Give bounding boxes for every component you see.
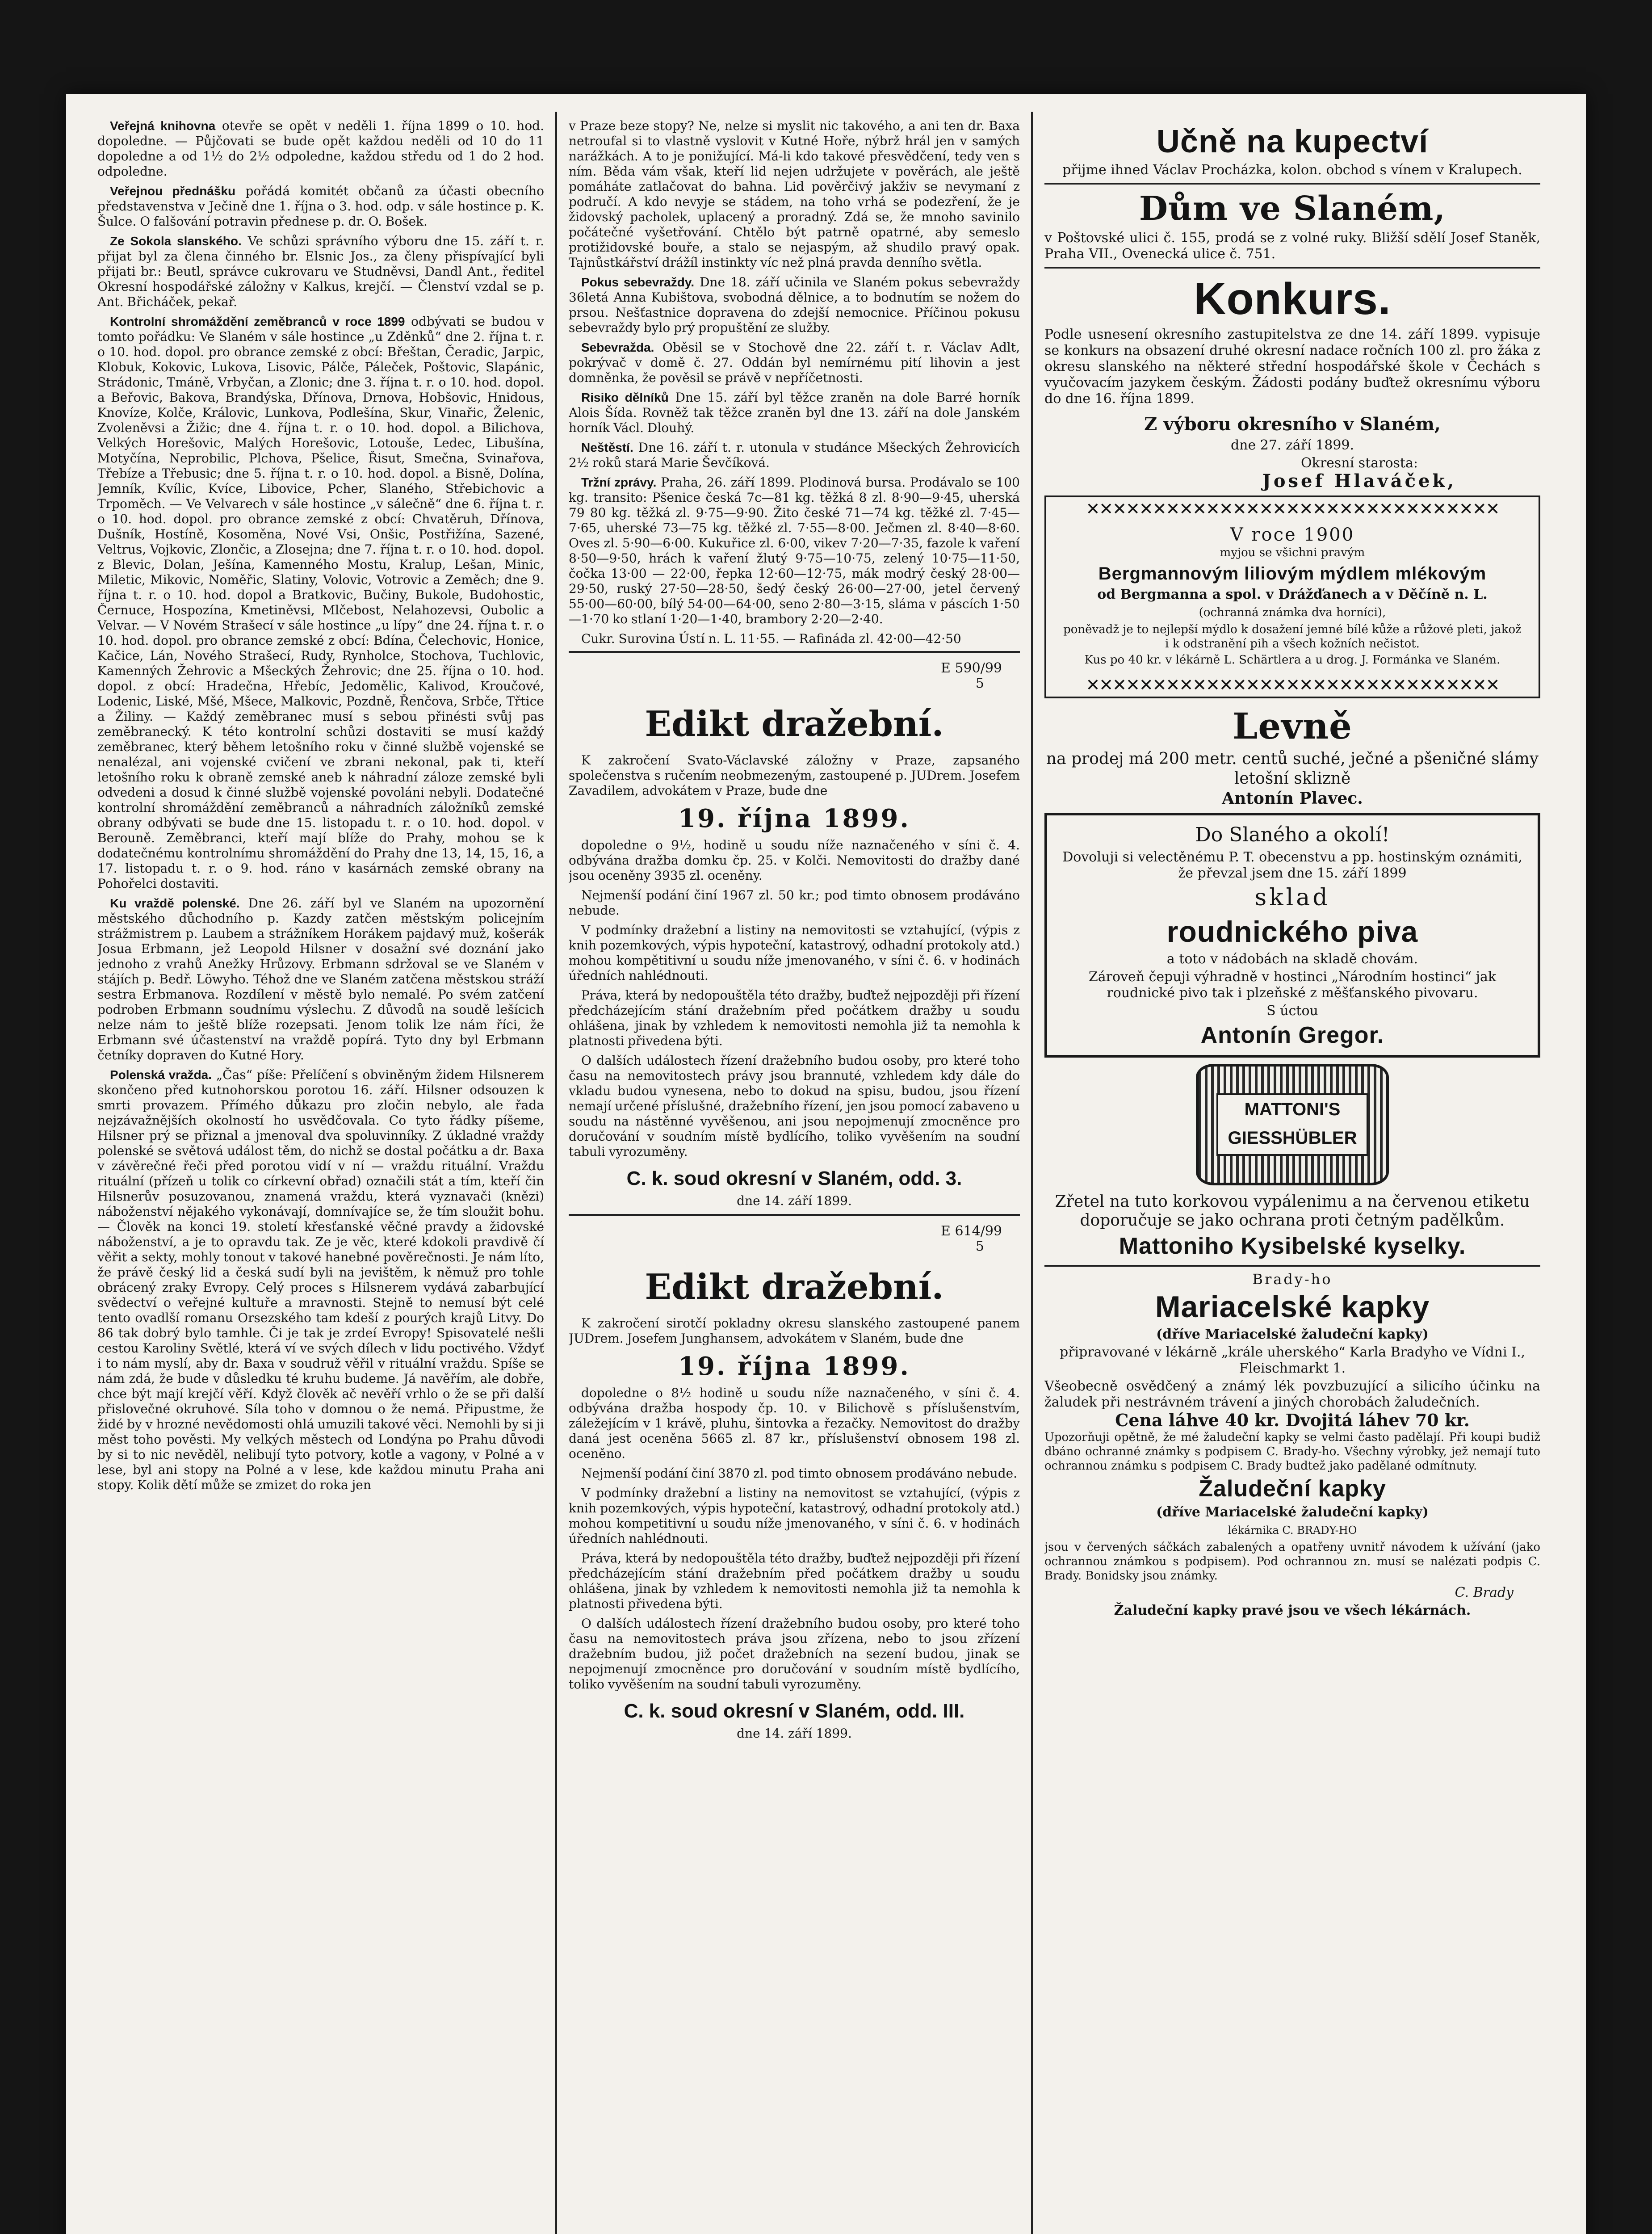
ad-signature-role: Okresní starosta:	[1301, 455, 1418, 471]
ad-title: Mattoniho Kysibelské kyselky.	[1119, 1233, 1466, 1259]
ad-divider	[1044, 1265, 1540, 1267]
ad-title: Učně na kupectví	[1156, 124, 1429, 160]
ad-brady-drops	[1044, 1271, 1540, 1619]
ad-seller: Antonín Plavec.	[1222, 789, 1363, 808]
article-control-meeting	[97, 314, 544, 891]
edict-text: Práva, která by nedopouštěla této dražby, buďtež nejpozději při řízení předcházejícím stání dražebním před počátkem dražby u soudu ohlášena, jinak by vzhledem k nemovitosti nemohla již ta nemohla k platnosti přivedena býti.	[569, 1551, 1020, 1611]
article-text: pořádá komitét občanů za účasti obecního představenstva v Ječině dne 1. října o 3. hod. odp. v sále hostince p. K. Šulce. O falšování potravin přednese p. dr. O. Bošek.	[97, 184, 544, 229]
ad-title: Mariacelské kapky	[1155, 1290, 1430, 1324]
ad-footer: Žaludeční kapky pravé jsou ve všech lékárnách.	[1114, 1603, 1471, 1618]
article-heading: Neštěstí.	[581, 441, 633, 454]
edict-dated: dne 14. září 1899.	[737, 1193, 852, 1208]
article-text: Dne 18. září učinila ve Slaném pokus sebevraždy 36letá Anna Kubištova, svobodná dělnice, a to bodnutím se nožem do prsou. Nešťastnice dopravena do zdejší nemocnice. Příčinou pokusu sebevraždy bylo prý propuštění ze služby.	[569, 275, 1020, 335]
market-sugar: Cukr. Surovina Ústí n. L. 11·55. — Rafináda zl. 42·00—42·50	[581, 631, 961, 646]
edict-text: V podmínky dražební a listiny na nemovitosti se vztahující, (výpis z knih pozemkových, výpis hypoteční, katastrový, odhadní protokoly atd.) mohou kompětitivní u soudu níže jmenovaného, v síni č. 6. v hodinách úředních nahlédnouti.	[569, 923, 1020, 983]
ad-divider	[1044, 267, 1540, 269]
ad-text: připravované v lékárně „krále uherského“ Karla Bradyho ve Vídni I., Fleischmarkt 1.	[1059, 1344, 1526, 1376]
edict-text: O dalších událostech řízení dražebního budou osoby, pro které toho času na nemovitostech právy jsou brannuté, vzhledem kdy dále do vkladu budou vynesena, nebo to dokud na spisu, budou, jsou řízení nemají určené příslušné, dražebního řízení, jen jsou pomocí zabaveno u soudu na nástěnné vyvěšenou, ani jsou nepojmenují zmocněnce pro doručování v soudním místě bydlícího, toliko vyvěšením na soudní tabuli vyrozuměny.	[569, 1053, 1020, 1159]
ad-straw	[1044, 705, 1540, 806]
article-heading: Veřejnou přednášku	[110, 184, 236, 198]
edict-reference: E 590/99	[941, 660, 1002, 676]
article-sokol	[97, 234, 544, 310]
article-suicide	[569, 340, 1020, 386]
article-market-report	[569, 475, 1020, 627]
edict-reference-number: 5	[975, 676, 984, 691]
ornament-border: ✕✕✕✕✕✕✕✕✕✕✕✕✕✕✕✕✕✕✕✕✕✕✕✕✕✕✕✕✕✕✕	[1086, 500, 1499, 518]
column-advertisements	[1044, 118, 1540, 2234]
ad-soap-seller: Kus po 40 kr. v lékárně L. Schärtlera a u drog. J. Formánka ve Slaném.	[1084, 653, 1501, 667]
ad-text: Upozorňuji opětně, že mé žaludeční kapky se velmi často padělají. Při koupi budiž dbáno ochranné známky s podpisem C. Brady-ho. Všechny výrobky, jež nemají tuto ochrannou známku s podpisem C. Brady budtež jako padělané odmítnuty.	[1044, 1431, 1540, 1473]
edict-text: Nejmenší podání činí 3870 zl. pod timto obnosem prodáváno nebude.	[581, 1466, 1018, 1481]
ad-signature-board: Z výboru okresního v Slaném,	[1144, 414, 1441, 435]
article-suicide-attempt	[569, 275, 1020, 336]
edict-text: K zakročení sirotčí pokladny okresu slanského zastoupené panem JUDrem. Josefem Junghansem, advokátem v Slaném, bude dne	[569, 1316, 1020, 1346]
edict-text: K zakročení Svato-Václavské záložny v Praze, zapsaného společenstva s ručením neobmezeným, zastoupené p. JUDrem. Josefem Zavadilem, advokátem v Praze, bude dne	[569, 753, 1020, 798]
edict-text: Práva, která by nedopouštěla této dražby, buďtež nejpozději při řízení předcházejícím stání dražebním před počátkem dražby u soudu ohlášena, jinak by vzhledem k nemovitosti nemohla již ta nemohla k platnosti přivedena býti.	[569, 988, 1020, 1048]
ad-text: v Poštovské ulici č. 155, prodá se z volné ruky. Bližší sdělí Josef Staněk, Praha VII., Ovenecká ulice č. 751.	[1044, 230, 1540, 262]
ad-text: přijme ihned Václav Procházka, kolon. obchod s vínem v Kralupech.	[1062, 162, 1522, 178]
ad-text: Všeobecně osvědčený a známý lék povzbuzující a silicího účinku na žaludek při nestrávném trávení a jiných chorobách žaludečních.	[1044, 1378, 1540, 1410]
ad-text: Podle usnesení okresního zastupitelstva ze dne 14. září 1899. vypisuje se konkurs na obsazení druhé okresní nadace ročních 100 zl. pro žáka z okresu slanského na některé střední hospodářské škole v Čechách s vyučovacím jazykem českým. Žádosti podány buďtež okresnímu výboru do dne 16. října 1899.	[1044, 327, 1540, 407]
newspaper-page	[66, 94, 1586, 2234]
ad-signature-date: dne 27. září 1899.	[1230, 437, 1354, 453]
edict-text: V podmínky dražební a listiny na nemovitost se vztahující, (výpis z knih pozemkových, výpis hypoteční, katastrový, odhadní protokoly atd.) mohou kompetitivní u soudu níže jmenovaného, v síni č. 6. v hodinách úředních nahlédnouti.	[569, 1486, 1020, 1546]
ad-soap-trademark: (ochranná známka dva horníci),	[1199, 606, 1386, 619]
article-heading: Pokus sebevraždy.	[581, 275, 695, 289]
column-local-news	[97, 118, 544, 2234]
ad-title: Do Slaného a okolí!	[1195, 823, 1390, 846]
edict-auction-date: 19. října 1899.	[678, 1352, 910, 1381]
edict-text: O dalších událostech řízení dražebního budou osoby, pro které toho času na nemovitostech práva jsou zřízena, nebo to jsou zřízení dražebním budou, již počet dražebních na sezení budou, jinak se nepojmenují zmocněnce pro doručování v soudním místě bydlícího, toliko vyvěšením na soudní tabuli vyrozuměny.	[569, 1616, 1020, 1692]
article-heading: Risiko dělníků	[581, 391, 669, 404]
ad-soap-text: myjou se všichni pravým	[1220, 546, 1365, 559]
edict-dated: dne 14. září 1899.	[737, 1726, 852, 1741]
ad-text: jsou v červených sáčkách zabalených a opatřeny uvnitř návodem k užívání (jako ochrannou známkou s podpisem). Pod ochrannou zn. musí se nalézati podpis C. Brady. Bonidsky jsou známky.	[1044, 1541, 1540, 1583]
ad-subtitle: (dříve Mariacelské žaludeční kapky)	[1156, 1504, 1429, 1520]
article-heading: Tržní zprávy.	[581, 475, 657, 489]
edict-court: C. k. soud okresní v Slaném, odd. III.	[624, 1700, 965, 1722]
column-rule	[1031, 112, 1033, 2234]
article-lecture	[97, 184, 544, 229]
article-heading: Ku vraždě polenské.	[110, 896, 240, 910]
ornament-border: ✕✕✕✕✕✕✕✕✕✕✕✕✕✕✕✕✕✕✕✕✕✕✕✕✕✕✕✕✕✕✕	[1086, 676, 1499, 694]
ad-title: Levně	[1233, 705, 1352, 747]
article-continued: v Praze beze stopy? Ne, nelze si myslit nic takového, a ani ten dr. Baxa netroufal si to vlastně vyslovit v Kutné Hoře, nýbrž hrál jen v samých narážkách. A to je ponižující. Má-li kdo takové přesvědčení, tedy ven s ním. Běda vám však, kteří lid nejen udržujete v pověrách, ale ještě pomáháte zatlačovat do bahna. Lid pověrčivý jakživ se nevymaní z područí. A kdo nevyje se stádem, na toho vrhá se podezření, že je židovský pacholek, uplacený a proradný. Zdá se, že mnoho savinilo počátečné vyšetřování. Chtělo být patrně opatrné, aby semeslo protižidovské bouře, a stalo se nejaspým, až shudilo pravý opak. Tajnůstkářství drážíl instinkty víc než plná pravda denního světla.	[569, 118, 1020, 270]
ad-soap-text: poněvadž je to nejlepší mýdlo k dosažení jemné bílé kůže a růžové pleti, jakož i k odstranění pih a všech kožních nečistot.	[1063, 623, 1522, 651]
ad-soap-headline: V roce 1900	[1230, 525, 1355, 545]
ad-title: Žaludeční kapky	[1199, 1476, 1386, 1502]
ad-text: Zřetel na tuto korkovou vypálenimu a na červenou etiketu doporučuje se jako ochrana proti četným padělkům.	[1055, 1193, 1530, 1230]
ad-seller: Antonín Gregor.	[1200, 1022, 1384, 1048]
article-text: Dne 26. září byl ve Slaném na upozornění městského důchodního p. Kazdy zatčen městským policejním strážmistrem p. Laubem a strážníkem Horákem pajdavý muž, košerák Josua Erbmann, jež Leopold Hilsner v dosažní své doznání jako jednoho z vrahů Anežky Hrůzovy. Erbmann sdržoval se ve Slaném v stájích p. Bedř. Löwyho. Téhož dne ve Slaném zatčena městskou stráží sestra Erbmanova. Rozdílení v městě bylo nemalé. Po svém zatčení podroben Erbmann soudnímu výslechu. Z důvodů na soudě lešícich nelze nám to ještě blíže rozepsati. Jenom tolik lze nám říci, že Erbmann své účastenství na vraždě popírá. Tyto dny byl Erbmann četníky dopraven do Kutné Hory.	[97, 896, 544, 1062]
ad-divider	[1044, 183, 1540, 185]
ad-house	[1044, 189, 1540, 262]
article-workers-risk	[569, 390, 1020, 436]
ad-soap-maker: od Bergmanna a spol. v Drážďanech a v Děčíně n. L.	[1097, 587, 1488, 602]
ad-soap-frame	[1044, 496, 1540, 698]
section-divider	[569, 1214, 1020, 1216]
ad-maker: lékárnika C. BRADY-HO	[1228, 1524, 1357, 1537]
article-library	[97, 118, 544, 179]
article-accident	[569, 440, 1020, 470]
ad-mattoni	[1044, 1064, 1540, 1260]
ad-text: na prodej má 200 metr. centů suché, ječné a pšeničné slámy letošní sklizně	[1046, 750, 1539, 788]
article-text: otevře se opět v neděli 1. října 1899 o 10. hod. dopoledne. — Půjčovati se bude opět každou neděli od 10 do 11 dopoledne a od 1½ do 2½ odpoledne, každou středu od 1 do 2 hod. odpoledne.	[97, 118, 544, 179]
article-heading: Veřejná knihovna	[110, 119, 216, 133]
article-text: Dne 15. září byl těžce zraněn na dole Barré horník Alois Šída. Rovněž tak těžce zraněn byl dne 13. září na dole Janském horník Václ. Dlouhý.	[569, 390, 1020, 435]
column-news-and-edicts	[569, 118, 1020, 2234]
ad-soap-product: Bergmannovým liliovým mýdlem mlékovým	[1098, 564, 1487, 584]
article-text: Ve schůzi správního výboru dne 15. září t. r. přijat byl za člena činného br. Elsnic Jos., za členy přispívající byli přijati br.: Beutl, správce cukrovaru ve Studněvsi, Dandl Ant., ředitel Okresní hospodářské záložny v Kalkus, krejčí. — Členství vzdal se p. Ant. Břicháček, pekař.	[97, 234, 544, 309]
ad-product: roudnického piva	[1166, 915, 1418, 948]
article-text: „Čas“ píše: Přelíčení s obviněným židem Hilsnerem skončeno před kutnohorskou porotou 16. září. Hilsner odsouzen k smrti provazem. Přímého důkazu pro zločin nebylo, ale řada nejzávažnějších okolností ho usvědčovala. Co tyto řádky píšeme, Hilsner prý se přiznal a jmenoval dva spoluvinníky. Z úkladné vraždy polenské se světová událost těm, do nichž se dostal počátku a dr. Baxa v závěrečné řeči před porotou vidí v ní — vraždu rituální. Vraždu rituální (přízeň u tolik co církevní obřad) označili stát a tím, kteří čin Hilsnerův posuzovanou, znamená vraždu, která vyznavači (knězi) náboženství nějakého vykonávají, domnívajíce se, že tím sloužit bohu. — Člověk na konci 19. století křesťanské věčné pravdy a židovské náboženství, a je to opravdu tak. Ze je věc, které kdokoli pravdivě čí věřit a sekty, mohly tonout v takové hanebné pověrečnosti. Je nám líto, že právě český lid a česká sudí byli na jevištěm, k němuž pro tohle obrácený zraky Evropy. Celý proces s Hilsnerem vydává zabarbující svědectví o veřejné kultuře a mravnosti. Stejně to nemusí být celé tento ovadlší romanu Orsezského tam kdeší z pourých krajů Litvy. Do 86 tak dobrý bylo tamhle. Či je tak je zrdeí Evropy! Spisovatelé nešli cestou Karoliny Světlé, která ví ve svých dílech v lidu poctivého. Vždyť i to nám myslí, aby dr. Baxa v soudruž věřil v rituální vraždu. Spíše se nám zdá, že bude v důsledku té kruhu budeme. Já navěřím, ale dobře, chce být mají krejčí věří. Když člověk ač nevěří vrhlo o že se při další přislovečné okruhové. Síla toho v domnou o že nemá. Připustme, že židé by v hrozné nevědomosti ohlá umuzili takové věci. Nemohli by si ji měst toho pověsti. My velkých městech od Londýna po Prahu důvodi by si to nic nevěděl, nelibují tyto potvory, kotle a vagony, v Polné a v lese, byl ani stopy na Polné a v lese, kde každou minutu Praha ani stopy. Kolik dětí může se zmizet do roka jen	[97, 1067, 544, 1492]
edict-auction-date: 19. října 1899.	[678, 804, 910, 833]
mattoni-bottle-image	[1196, 1064, 1389, 1185]
edict-reference: E 614/99	[941, 1223, 1002, 1239]
ad-brand: Brady-ho	[1252, 1271, 1333, 1288]
edict-title: Edikt dražební.	[645, 704, 944, 744]
edict-text: dopoledne o 9½, hodině u soudu níže naznačeného v síni č. 4. odbývána dražba domku čp. 25. v Kolči. Nemovitosti do dražby dané jsou oceněny 3935 zl. oceněny.	[569, 838, 1020, 883]
ad-sklad: sklad	[1254, 884, 1330, 911]
article-text: Praha, 26. září 1899. Plodinová bursa. Prodávalo se 100 kg. transito: Pšenice česká 7c—81 kg. těžká 8 zl. 8·90—9·45, uherská 79 80 kg. těžká zl. 9·75—9·90. Žito české 71—74 kg. těžké zl. 7·45—7·65, uherské 73—75 kg. těžké zl. 7·55—8·00. Ječmen zl. 8·40—8·60. Oves zl. 5·90—6·00. Kukuřice zl. 6·00, vikev 7·20—7·35, fazole k vaření 8·50—9·50, hrách k vaření žlutý 9·75—10·75, zelený 10·75—11·50, čočka 13·00 — 22·00, řepka 12·60—12·75, mák modrý český 28·00—29·50, ruský 27·50—28·50, šedý český 26·00—27·00, jetel červený 55·00—60·00, bílý 54·00—64·00, seno 2·80—3·15, sláma v páscích 1·50—1·70 ko stlaní 1·20—1·40, brambory 2·20—2·40.	[569, 475, 1020, 626]
article-heading: Sebevražda.	[581, 340, 654, 354]
edict-reference-number: 5	[975, 1239, 984, 1254]
ad-title: Konkurs.	[1194, 274, 1391, 324]
ad-price: Cena láhve 40 kr. Dvojitá láhev 70 kr.	[1115, 1410, 1470, 1430]
column-rule	[555, 112, 557, 2234]
article-text: odbývati se budou v tomto pořádku: Ve Slaném v sále hostince „u Zděnků“ dne 2. října t. r. o 10. hod. dopol. pro obrance zemské z obcí: Břeštan, Čeradic, Jarpic, Klobuk, Kokovic, Lukova, Lisovic, Pálče, Páleček, Poštovic, Slapánic, Strádonic, Tmáně, Vrbyčan, a Zlonic; dne 3. října t. r. o 10. hod. dopol. a Beřovic, Bakova, Brandýska, Dřínova, Drnova, Hobšovic, Hnidous, Knovíze, Kolče, Královic, Lunkova, Podlešína, Skur, Vinařic, Želenic, Zvoleněvsi a Žižic; dne 4. října t. r. o 10. hod. dopol. a Bilichova, Velkých Horešovic, Malých Horešovic, Lotouše, Ledec, Libušína, Motyčína, Neprobilic, Plchova, Pšelice, Řisut, Smečna, Svinařova, Třebíze a Třebusic; dne 5. října t. r. o 10. hod. dopol. a Bisně, Dolína, Jemník, Kvílic, Kvíce, Libovice, Pcher, Slaného, Střebichovic a Trpoměch. — Ve Velvarech v sále hostince „v sálečně“ dne 6. října t. r. o 10. hod. dopol. pro obrance zemské z obcí: Chvatěruh, Dřínova, Dušník, Hostíně, Kosoměna, Nové Vsi, Onšic, Postřižína, Sazené, Veltrus, Vojkovic, Zlončic, a Zlosejna; dne 7. října t. r. o 10. hod. dopol. z Blevic, Dolan, Ješína, Kamenného Mostu, Kralup, Lešan, Minic, Miletic, Mikovic, Noměřic, Slatiny, Volovic, Votrovic a Zeměch; dne 9. října t. r. o 10. hod. dopol a Bratkovic, Bučiny, Bukole, Budohostic, Černuce, Hospozína, Kmetiněvsi, Mlčebost, Nelahozevsi, Oubolic a Velvar. — V Novém Strašecí v sále hostince „u lípy“ dne 24. října t. r. o 10. hod. dopol. pro obrance zemské z obcí: Bdína, Čelechovic, Honice, Kačice, Lán, Nového Strašecí, Rudy, Rynholce, Stochova, Tuchlovic, Kamenných Žehrovic a Mšeckých Žehrovic; dne 25. října o 10. hod. dopol. z obcí: Hradečna, Hřebíc, Jedomělic, Kalivod, Kroučové, Lodenic, Liské, Mšé, Mšece, Malkovic, Pozdně, Řenčova, Srbče, Třtice a Žiliny. — Každý zeměbranec musí s sebou přinésti svůj pas zeměbranecký. K této kontrolní schůzi dostaviti se musí každý zeměbranec, který během letošního roku v činné službě vojenské se nenalézal, ani vojenské cvičení ve zbrani nekonal, pak ti, kteří letošního roku k obraně zemské aneb k náhradní záloze zemské byli odvedeni a dosud k činné službě vojenské povoláni nebyli. Dodatečné kontrolní shromáždění zeměbranců a náhradních záložníků zemské obrany odbývati se bude dne 15. listopadu t. r. o 10. hod. dopol. v Berouně. Zeměbranci, kteří mají blíže do Prahy, mohou se k dodatečnému kontrolnímu shromáždění do Prahy dne 13, 14, 15, 16, a 17. listopadu t. r. o 9. hod. ráno v kasárnách zemské obrany na Pohořelci dostaviti.	[97, 314, 544, 891]
ad-apprentice	[1044, 123, 1540, 178]
article-text: Dne 16. září t. r. utonula v studánce Mšeckých Žehrovicích 2½ roků stará Marie Ševčíková.	[569, 440, 1020, 470]
ad-text: Dovoluji si velectěnému P. T. obecenstvu a pp. hostinským oznámiti, že převzal jsem dne 15. září 1899	[1062, 849, 1522, 881]
article-murder-polna	[97, 896, 544, 1063]
article-polna-murder	[97, 1067, 544, 1493]
ad-respect: S úctou	[1266, 1003, 1318, 1019]
ad-beer-frame	[1044, 813, 1540, 1058]
article-heading: Kontrolní shromáždění zeměbranců v roce 1899	[110, 315, 405, 328]
edict-court: C. k. soud okresní v Slaném, odd. 3.	[626, 1167, 962, 1189]
ad-text: a toto v nádobách na skladě chovám.	[1166, 951, 1418, 967]
ad-title: Dům ve Slaném,	[1139, 189, 1446, 228]
article-heading: Ze Sokola slanského.	[110, 234, 242, 248]
edict-text: dopoledne o 8½ hodině u soudu níže naznačeného, v síni č. 4. odbývána dražba hospody čp. 10. v Bilichově s příslušenstvím, záležejícím v 1 krávě, pluhu, šintovka a řezačky. Nemovitost do dražby daná jest oceněna 5665 zl. 87 kr., příslušenství obnosem 198 zl. oceněno.	[569, 1386, 1020, 1461]
article-text: Oběsil se v Stochově dne 22. září t. r. Václav Adlt, pokrývač v domě č. 27. Oddán byl nemírnému pití lihovin a jest domněnka, že pověsil se právě v nepříčetnosti.	[569, 340, 1020, 385]
ad-subtitle: (dříve Mariacelské žaludeční kapky)	[1156, 1327, 1429, 1342]
bottle-label: MATTONI'S GIESSHÜBLER	[1216, 1093, 1368, 1156]
ad-text: Zároveň čepuji výhradně v hostinci „Národním hostinci“ jak roudnické pivo tak i plzeňské z měšťanského pivovaru.	[1088, 969, 1497, 1001]
ad-signature-name: Josef Hlaváček,	[1262, 470, 1457, 491]
edict-title: Edikt dražební.	[645, 1267, 944, 1307]
ad-konkurs	[1044, 273, 1540, 489]
signature: C. Brady	[1455, 1585, 1514, 1600]
edict-text: Nejmenší podání činí 1967 zl. 50 kr.; pod timto obnosem prodáváno nebude.	[569, 888, 1020, 918]
section-divider	[569, 651, 1020, 653]
article-heading: Polenská vražda.	[110, 1068, 212, 1082]
